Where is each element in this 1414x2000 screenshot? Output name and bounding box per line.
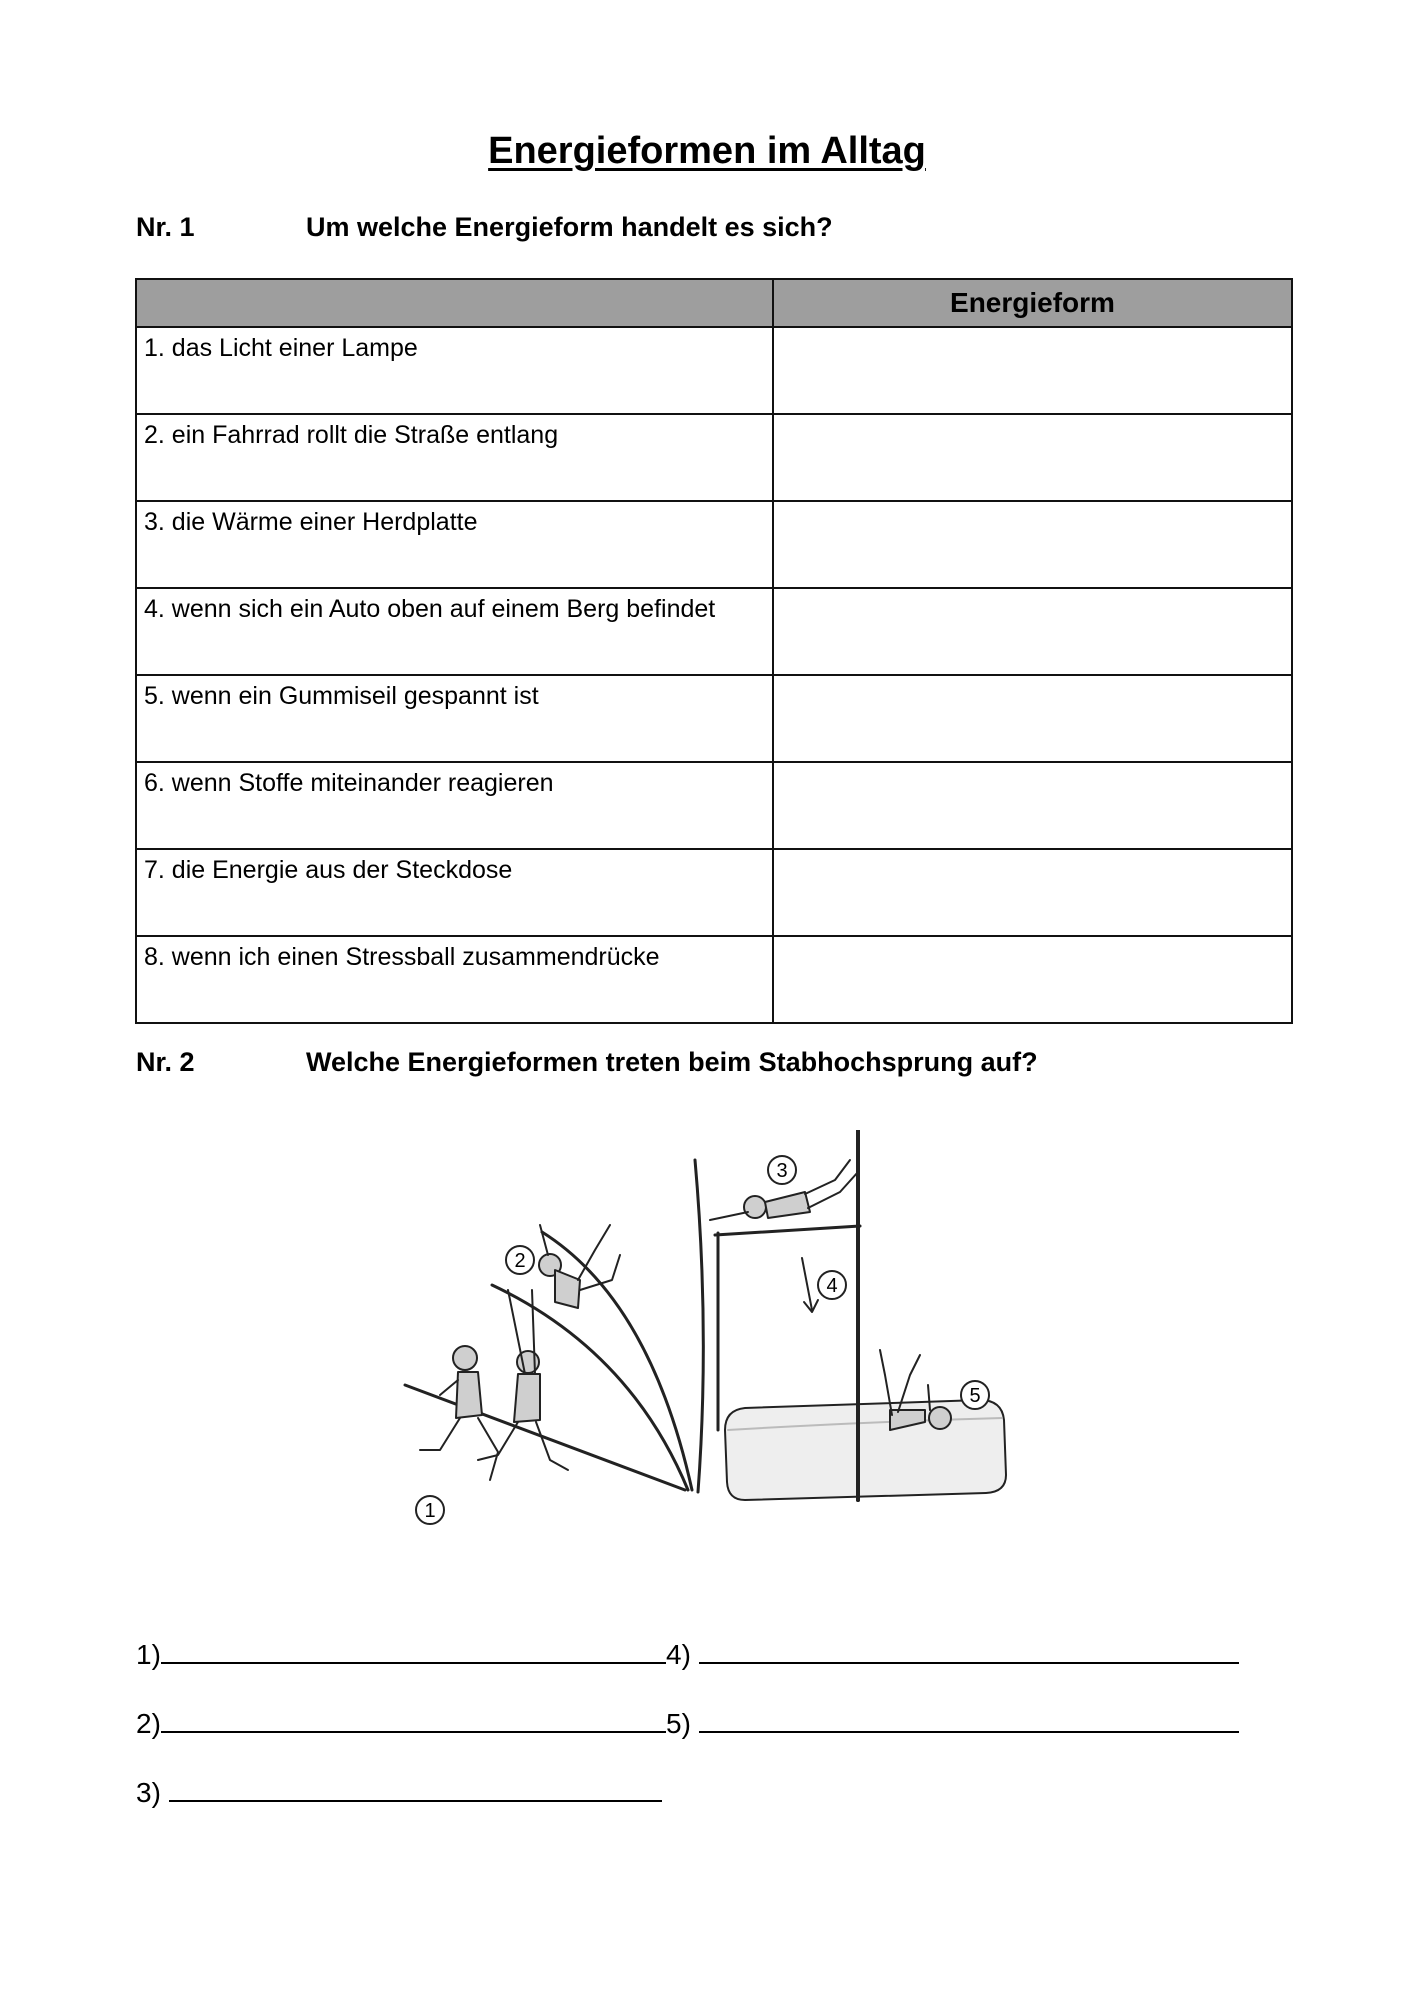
landing-mat: [725, 1400, 1006, 1500]
answer-cell[interactable]: [773, 849, 1292, 936]
answer-3-line[interactable]: [169, 1772, 662, 1802]
table-header-row: [136, 279, 1292, 327]
table-header-empty: [136, 279, 773, 327]
stage-label-4: 4: [826, 1275, 838, 1297]
answer-4-line[interactable]: [699, 1634, 1239, 1664]
row-text: 4. wenn sich ein Auto oben auf einem Berg befindet: [136, 588, 773, 675]
table-row: [136, 849, 1292, 936]
answer-3: [136, 1772, 662, 1809]
task-1-number: Nr. 1: [136, 212, 195, 242]
table-row: [136, 675, 1292, 762]
stage-label-2: 2: [514, 1250, 526, 1272]
answer-cell[interactable]: [773, 588, 1292, 675]
row-text: 5. wenn ein Gummiseil gespannt ist: [136, 675, 773, 762]
answer-cell[interactable]: [773, 675, 1292, 762]
answer-2-label: 2): [136, 1708, 161, 1739]
answer-cell[interactable]: [773, 762, 1292, 849]
answer-cell[interactable]: [773, 327, 1292, 414]
answer-3-label: 3): [136, 1777, 161, 1808]
task-1-question: Um welche Energieform handelt es sich?: [306, 212, 833, 242]
answer-cell[interactable]: [773, 501, 1292, 588]
stage-label-1: 1: [424, 1500, 436, 1522]
answer-2: [136, 1703, 666, 1740]
answer-cell[interactable]: [773, 936, 1292, 1023]
table-row: [136, 414, 1292, 501]
row-text: 7. die Energie aus der Steckdose: [136, 849, 773, 936]
table-row: [136, 936, 1292, 1023]
row-text: 3. die Wärme einer Herdplatte: [136, 501, 773, 588]
table-row: [136, 588, 1292, 675]
energy-table: [135, 278, 1293, 1024]
answer-1-label: 1): [136, 1639, 161, 1670]
answer-2-line[interactable]: [161, 1703, 666, 1733]
task-1-heading: [136, 212, 833, 243]
row-text: 2. ein Fahrrad rollt die Straße entlang: [136, 414, 773, 501]
row-text: 1. das Licht einer Lampe: [136, 327, 773, 414]
answer-1-line[interactable]: [161, 1634, 666, 1664]
page-title: Energieformen im Alltag: [488, 130, 926, 172]
athlete-stage-1b: [478, 1290, 568, 1470]
table-row: [136, 501, 1292, 588]
answer-5-label: 5): [666, 1708, 691, 1739]
task-2-question: Welche Energieformen treten beim Stabhochsprung auf?: [306, 1047, 1038, 1077]
table-header-energieform: Energieform: [773, 279, 1292, 327]
answer-cell[interactable]: [773, 414, 1292, 501]
stage-label-3: 3: [776, 1160, 788, 1182]
answer-5-line[interactable]: [699, 1703, 1239, 1733]
table-row: [136, 762, 1292, 849]
vaulting-poles: [405, 1160, 703, 1492]
row-text: 6. wenn Stoffe miteinander reagieren: [136, 762, 773, 849]
athlete-stage-5: [880, 1350, 951, 1430]
task-2-number: Nr. 2: [136, 1047, 195, 1077]
table-row: [136, 327, 1292, 414]
answer-1: [136, 1634, 666, 1671]
pole-vault-illustration: [380, 1130, 1040, 1540]
falling-arrow: [802, 1258, 818, 1312]
task-2-heading: [136, 1047, 1038, 1078]
answer-4-label: 4): [666, 1639, 691, 1670]
answer-4: [666, 1634, 1239, 1671]
answer-5: [666, 1703, 1239, 1740]
athlete-stage-1: [420, 1346, 498, 1480]
stage-label-5: 5: [969, 1385, 981, 1407]
row-text: 8. wenn ich einen Stressball zusammendrücke: [136, 936, 773, 1023]
